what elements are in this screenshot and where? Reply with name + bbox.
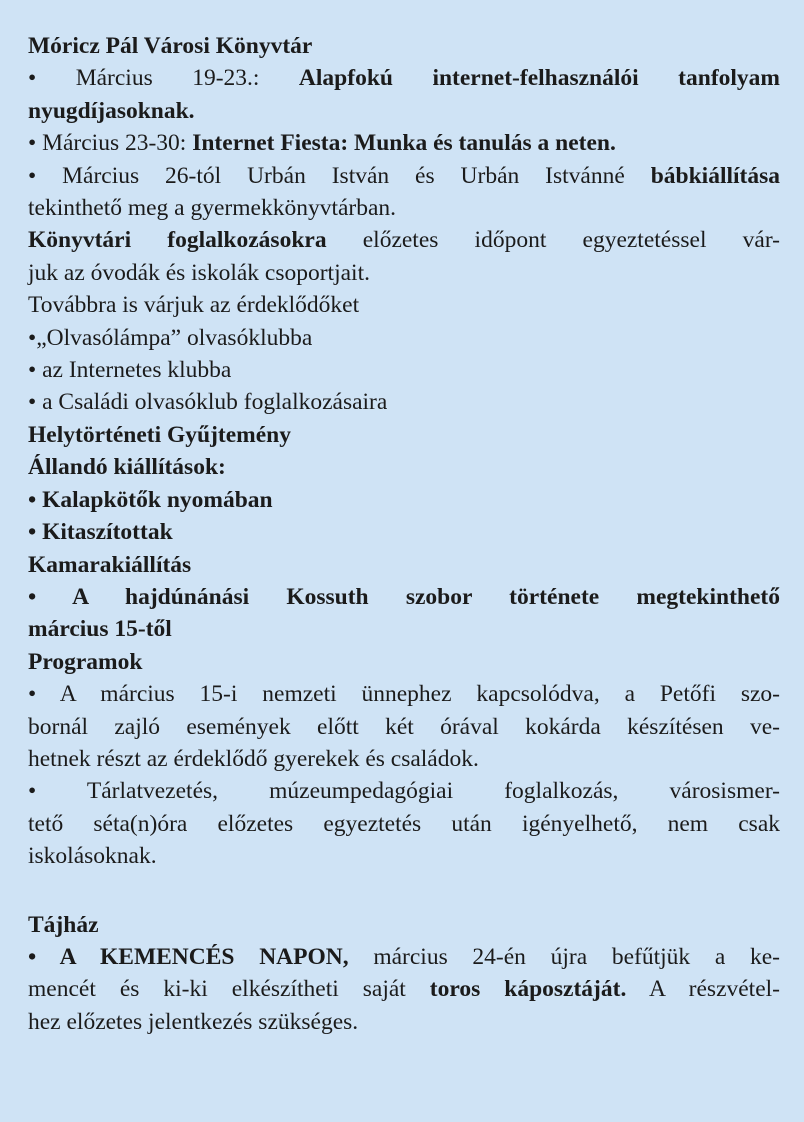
programs-heading: Programok <box>28 648 143 675</box>
workshops-line-2: juk az óvodák és iskolák csoportjait. <box>28 259 370 286</box>
tajhaz-line-3: hez előzetes jelentkezés szükséges. <box>28 1008 359 1035</box>
chamber-exhibition-line-2: március 15-től <box>28 616 172 643</box>
library-item-2 <box>28 127 780 159</box>
library-item-3-title: bábkiállítása <box>650 162 780 189</box>
tajhaz-line-1-text: március 24-én újra befűtjük a ke- <box>348 943 780 970</box>
program-2-line: tető séta(n)óra előzetes egyeztetés után igényelhető, nem csak <box>28 810 780 837</box>
tajhaz-dish: toros káposztáját. <box>429 976 627 1003</box>
workshops-text: előzetes időpont egyeztetéssel vár- <box>326 227 780 254</box>
invite-text: Továbbra is várjuk az érdeklődőket <box>28 292 360 319</box>
tajhaz-line-2-end: A részvétel- <box>626 976 780 1003</box>
library-item-3-line-1 <box>28 160 780 192</box>
library-item-2-prefix: • Március 23-30: <box>28 130 193 157</box>
workshops-title: Könyvtári foglalkozásokra <box>28 227 327 254</box>
library-item-3-prefix: • Március 26-tól Urbán István és Urbán Istvánné <box>28 162 651 189</box>
club-item: • az Internetes klubba <box>28 357 232 384</box>
program-1-line: hetnek részt az érdeklődő gyerekek és családok. <box>28 745 479 772</box>
chamber-exhibition-line-1: • A hajdúnánási Kossuth szobor története megtekinthető <box>28 583 780 610</box>
permanent-exhibition-item: • Kalapkötők nyomában <box>28 486 273 513</box>
tajhaz-heading: Tájház <box>28 911 99 938</box>
program-2-line: • Tárlatvezetés, múzeumpedagógiai foglalkozás, városismer- <box>28 778 780 805</box>
library-item-1-prefix: • Március 19-23.: <box>28 65 299 92</box>
permanent-exhibitions-heading: Állandó kiállítások: <box>28 454 226 481</box>
tajhaz-line-1 <box>28 941 780 973</box>
library-heading: Móricz Pál Városi Könyvtár <box>28 33 313 59</box>
permanent-exhibition-item: • Kitaszítottak <box>28 519 173 546</box>
chamber-exhibition-heading: Kamarakiállítás <box>28 551 192 578</box>
library-item-2-title: Internet Fiesta: Munka és tanulás a neten. <box>192 130 616 157</box>
section-spacer <box>28 873 780 909</box>
club-item: •„Olvasólámpa” olvasóklubba <box>28 324 313 351</box>
club-item: • a Családi olvasóklub foglalkozásaira <box>28 389 388 416</box>
library-item-1-title: Alapfokú internet-felhasználói tanfolyam <box>298 65 780 92</box>
library-item-1-line-1 <box>28 62 780 94</box>
program-2-line: iskolásoknak. <box>28 843 157 870</box>
tajhaz-event-title: • A KEMENCÉS NAPON, <box>28 943 349 970</box>
library-item-1-line-2: nyugdíjasoknak. <box>28 97 195 124</box>
library-item-3-line-2: tekinthető meg a gyermekkönyvtárban. <box>28 195 397 222</box>
program-1-line: • A március 15-i nemzeti ünnephez kapcsolódva, a Petőfi szo- <box>28 681 780 708</box>
program-1-line: bornál zajló események előtt két órával kokárda készítésen ve- <box>28 713 780 740</box>
tajhaz-line-2-start: mencét és ki-ki elkészítheti saját <box>28 976 430 1003</box>
workshops-line-1 <box>28 224 780 256</box>
tajhaz-line-2 <box>28 973 780 1005</box>
local-history-heading: Helytörténeti Gyűjtemény <box>28 421 291 448</box>
